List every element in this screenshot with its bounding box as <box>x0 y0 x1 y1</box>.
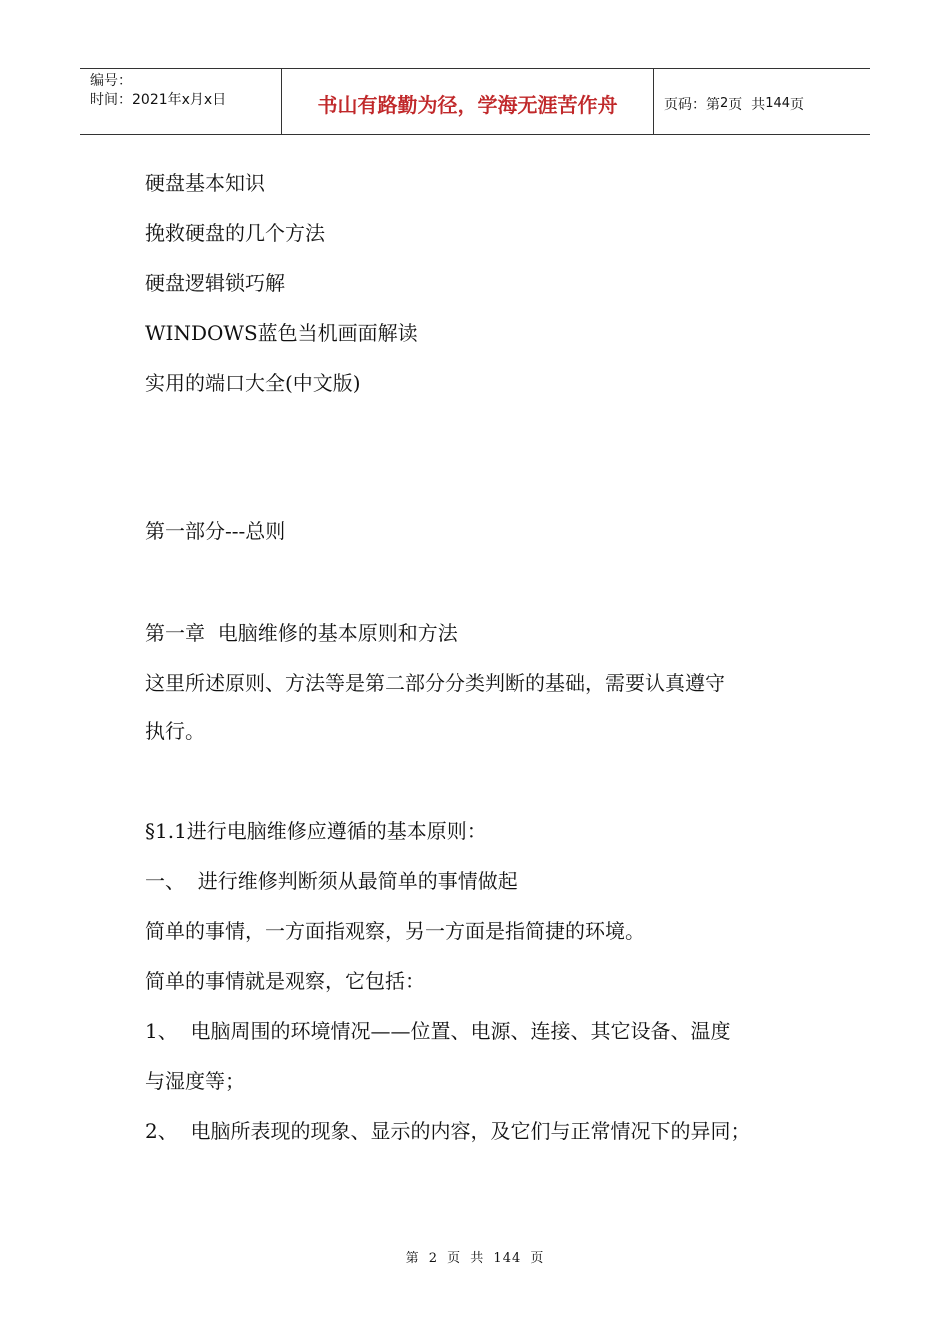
header-page-info <box>654 69 870 134</box>
list-item-continuation: 与湿度等； <box>145 1069 245 1093</box>
list-item: 1、 电脑周围的环境情况——位置、电源、连接、其它设备、温度 <box>145 1019 731 1043</box>
list-item: 2、 电脑所表现的现象、显示的内容，及它们与正常情况下的异同； <box>145 1119 751 1143</box>
page-mid: 页 共 <box>728 96 766 113</box>
part-heading: 第一部分---总则 <box>145 519 286 543</box>
section-heading: §1.1进行电脑维修应遵循的基本原则： <box>145 819 487 843</box>
document-header <box>80 68 870 135</box>
toc-line: 实用的端口大全(中文版) <box>145 371 361 395</box>
chapter-heading: 第一章 电脑维修的基本原则和方法 <box>145 621 458 645</box>
paragraph-line: 简单的事情就是观察，它包括： <box>145 969 425 993</box>
page-footer: 第 2 页 共 144 页 <box>405 1251 545 1266</box>
toc-line: 硬盘基本知识 <box>145 171 265 195</box>
header-meta <box>80 69 282 134</box>
page-total: 144 <box>765 96 791 111</box>
paragraph-line: 这里所述原则、方法等是第二部分分类判断的基础，需要认真遵守 <box>145 671 725 695</box>
header-motto: 书山有路勤为径，学海无涯苦作舟 <box>282 69 654 134</box>
toc-line: 挽救硬盘的几个方法 <box>145 221 325 245</box>
code-label: 编号： <box>90 73 132 89</box>
page-suffix: 页 <box>790 96 805 113</box>
toc-line: 硬盘逻辑锁巧解 <box>145 271 285 295</box>
page-number: 2 <box>720 96 729 111</box>
time-label: 时间：2021年x月x日 <box>90 92 227 108</box>
toc-line: WINDOWS蓝色当机画面解读 <box>145 321 418 345</box>
principle-heading: 一、 进行维修判断须从最简单的事情做起 <box>145 869 518 893</box>
paragraph-line: 执行。 <box>145 719 205 743</box>
page-prefix: 页码：第 <box>664 96 720 113</box>
paragraph-line: 简单的事情，一方面指观察，另一方面是指简捷的环境。 <box>145 919 645 943</box>
